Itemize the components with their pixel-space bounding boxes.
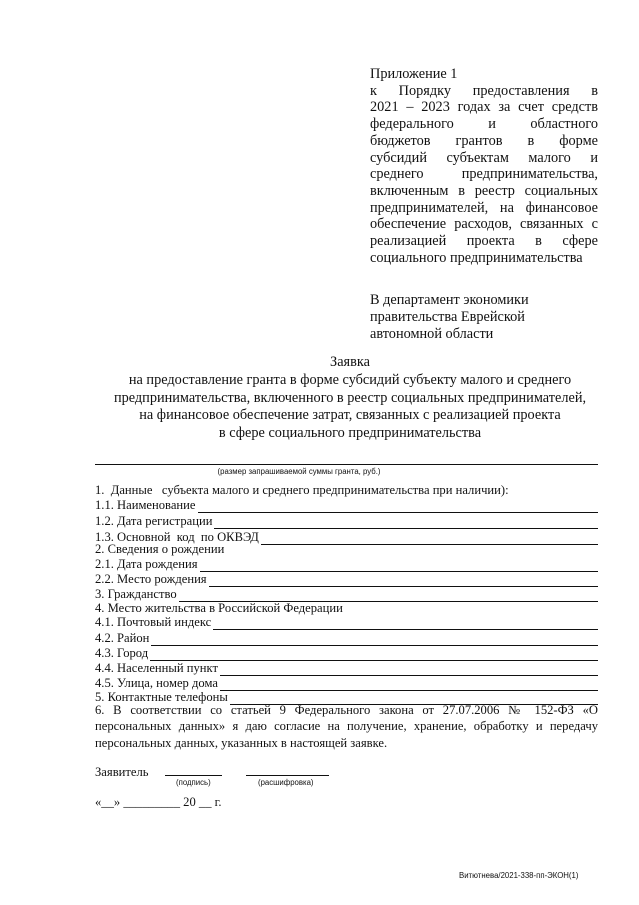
decode-caption: (расшифровка) (258, 778, 314, 787)
birth-place-field[interactable] (95, 572, 598, 587)
district-field[interactable] (95, 631, 598, 646)
okved-input-line[interactable] (261, 533, 598, 545)
district-input-line[interactable] (151, 634, 598, 646)
appendix-line: федерального и областного (370, 116, 598, 133)
consent-line: персональных данных» я даю согласие на получение, хранение, обработку и передачу (95, 719, 598, 734)
appendix-line: 2021 – 2023 годах за счет средств (370, 99, 598, 116)
appendix-line: Приложение 1 (370, 66, 458, 82)
footer-reference: Витютнева/2021-338-пп-ЭКОН(1) (459, 871, 579, 880)
street-field[interactable] (95, 676, 598, 691)
citizenship-field[interactable] (95, 587, 598, 602)
appendix-line: включенным в реестр социальных (370, 182, 598, 199)
appendix-line: реализацией проекта в сфере (370, 233, 598, 250)
locality-input-line[interactable] (220, 664, 598, 676)
consent-line: 6. В соответствии со статьей 9 Федерального закона от 27.07.2006 № 152-ФЗ «О (95, 703, 598, 717)
okved-label: 1.3. Основной код по ОКВЭД (95, 530, 259, 544)
citizenship-label: 3. Гражданство (95, 587, 177, 601)
locality-label: 4.4. Населенный пункт (95, 661, 218, 675)
city-input-line[interactable] (150, 649, 598, 661)
addressee-line: В департамент экономики (370, 292, 529, 308)
decode-line[interactable] (246, 775, 329, 776)
birth-date-input-line[interactable] (200, 560, 598, 572)
title-line: на предоставление гранта в форме субсидий субъекту малого и среднего (128, 371, 572, 388)
locality-field[interactable] (95, 661, 598, 676)
street-label: 4.5. Улица, номер дома (95, 676, 218, 690)
signature-line[interactable] (165, 775, 222, 776)
title-line: предпринимательства, включенного в реестр социальных предпринимателей, (113, 389, 587, 406)
city-field[interactable] (95, 646, 598, 661)
birth-section-heading: 2. Сведения о рождении (95, 542, 225, 556)
birth-date-field[interactable] (95, 557, 598, 572)
appendix-line: социального предпринимательства (370, 249, 583, 266)
postal-code-input-line[interactable] (213, 618, 598, 630)
appendix-line: обеспечение расходов, связанных с (370, 216, 598, 233)
section1-heading: 1. Данные субъекта малого и среднего предпринимательства при наличии): (95, 483, 509, 497)
addressee-block (370, 292, 600, 344)
phones-label: 5. Контактные телефоны (95, 690, 228, 704)
title-heading: Заявка (330, 354, 370, 370)
name-label: 1.1. Наименование (95, 498, 196, 512)
name-input-line[interactable] (198, 501, 599, 513)
title-line: в сфере социального предпринимательства (218, 425, 482, 442)
city-label: 4.3. Город (95, 646, 149, 660)
document-title (60, 354, 639, 443)
registration-date-field[interactable] (95, 514, 598, 529)
birth-place-label: 2.2. Место рождения (95, 572, 207, 586)
addressee-line: автономной области (370, 326, 494, 343)
signature-caption: (подпись) (176, 778, 211, 787)
consent-line: персональных данных, указанных в настоящей заявке. (95, 735, 388, 750)
birth-place-input-line[interactable] (209, 575, 598, 587)
grant-sum-field[interactable] (95, 464, 598, 465)
appendix-line: к Порядку предоставления в (370, 82, 598, 99)
birth-date-label: 2.1. Дата рождения (95, 557, 198, 571)
name-field[interactable] (95, 498, 598, 513)
residence-section-heading: 4. Место жительства в Российской Федерации (95, 601, 343, 615)
district-label: 4.2. Район (95, 631, 150, 645)
registration-date-label: 1.2. Дата регистрации (95, 514, 213, 528)
registration-date-input-line[interactable] (214, 517, 598, 529)
appendix-line: предпринимателей, на финансовое (370, 199, 598, 216)
grant-sum-caption: (размер запрашиваемой суммы гранта, руб.) (217, 467, 381, 476)
appendix-line: среднего предпринимательства, (370, 166, 598, 183)
postal-code-field[interactable] (95, 615, 598, 630)
appendix-line: бюджетов грантов в форме (370, 132, 598, 149)
date-line[interactable]: «__» _________ 20 __ г. (95, 795, 222, 809)
addressee-line: правительства Еврейской (370, 309, 525, 326)
postal-code-label: 4.1. Почтовый индекс (95, 615, 212, 629)
appendix-block (370, 66, 598, 266)
applicant-label: Заявитель (95, 765, 149, 779)
title-line: на финансовое обеспечение затрат, связанных с реализацией проекта (139, 407, 561, 424)
consent-paragraph (95, 702, 598, 751)
appendix-line: субсидий субъектам малого и (370, 149, 598, 166)
